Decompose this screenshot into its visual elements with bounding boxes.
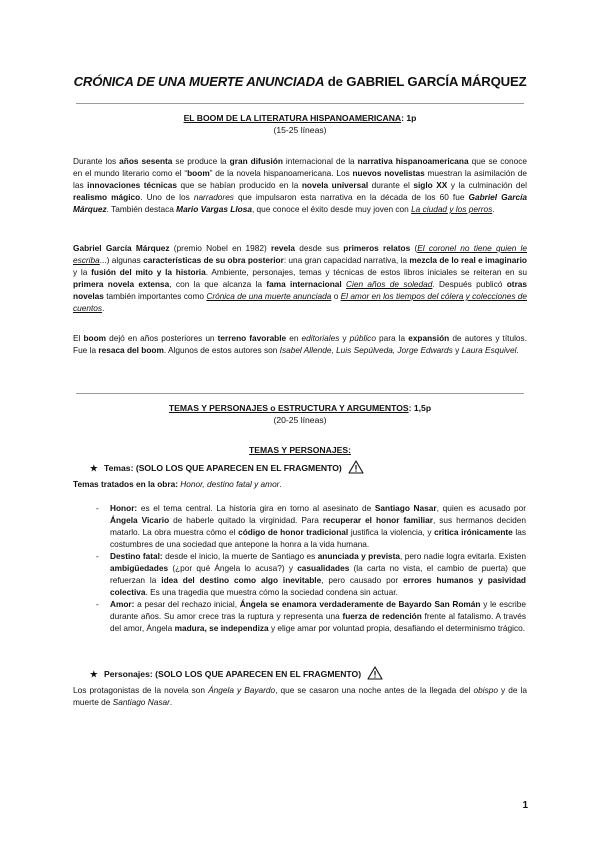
section1-paragraph-1: Durante los años sesenta se produce la gran difusión internacional de la narrativa hispanoamericana que se conoce en el mundo literario como el “boom” de la novela hispanoamericana. Los nuevos novelistas muestran la asimilación de las innovaciones técnicas que se habían producido en la novela universal durante el siglo XX y la culminación del realismo mágico. Uno de los narradores que impulsaron esta narrativa en la década de los 60 fue Gabriel García Márquez. También destaca Mario Vargas Llosa, que conoce el éxito desde muy joven con La ciudad y los perros.: [73, 156, 528, 214]
star-icon: ★: [90, 669, 98, 679]
divider: [76, 103, 524, 104]
section1-paragraph-3: El boom dejó en años posteriores un terreno favorable en editoriales y público para la expansión de autores y títulos. Fue la resaca del boom. Algunos de estos autores son Isabel Allende, Luis Sepúlveda, Jorge Edwards y Laura Esquivel.: [73, 333, 528, 355]
section1-points: : 1p: [401, 113, 417, 123]
divider: [76, 393, 524, 394]
list-item: - Amor: a pesar del rechazo inicial, Ángela se enamora verdaderamente de Bayardo San Román y le escribe durante años. Su amor crece tras la ruptura y representa una fuerza de redención frente al fatalismo. A través del amor, Ángela madura, se independiza y elige amar por voluntad propia, desafiando el determinismo trágico.: [96, 599, 526, 633]
star-icon: ★: [90, 463, 98, 473]
section1-lines: (15-25 líneas): [273, 125, 327, 135]
section2-heading: [40, 402, 560, 426]
tema-destino: Destino fatal: desde el inicio, la muerte de Santiago es anunciada y prevista, pero nadie logra evitarla. Existen ambigüedades (¿por qué Ángela lo acusa?) y casualidades (la carta no vista, el cambio de puerta) que refuerzan la idea del destino como algo inevitable, pero causado por errores humanos y pasividad colectiva. Es una tragedia que muestra cómo la sociedad condena sin actuar.: [110, 551, 526, 597]
page-number: 1: [522, 800, 528, 811]
section2-title: TEMAS Y PERSONAJES o ESTRUCTURA Y ARGUMENTOS: [168, 403, 409, 413]
personajes-label: Personajes: (SOLO LOS QUE APARECEN EN EL FRAGMENTO): [104, 669, 362, 679]
personajes-bullet: [90, 666, 383, 681]
section2-lines: (20-25 líneas): [273, 415, 327, 425]
section1-heading: [40, 112, 560, 136]
temas-label: Temas: (SOLO LOS QUE APARECEN EN EL FRAGMENTO): [104, 463, 342, 473]
section1-title: EL BOOM DE LA LITERATURA HISPANOAMERICANA: [183, 113, 402, 123]
tema-honor: Honor: es el tema central. La historia gira en torno al asesinato de Santiago Nasar, quien es acusado por Ángela Vicario de haberle quitado la virginidad. Para recuperar el honor familiar, sus hermanos deciden matarlo. La obra muestra cómo el código de honor tradicional justifica la violencia, y critica irónicamente las costumbres de una sociedad que antepone la honra a la vida humana.: [110, 503, 527, 549]
warning-icon: [367, 666, 383, 680]
temas-tratados-line: Temas tratados en la obra: Honor, destino fatal y amor.: [73, 479, 282, 489]
list-item: - Destino fatal: desde el inicio, la muerte de Santiago es anunciada y prevista, pero nadie logra evitarla. Existen ambigüedades (¿por qué Ángela lo acusa?) y casualidades (la carta no vista, el cambio de puerta) que refuerzan la idea del destino como algo inevitable, pero causado por errores humanos y pasividad colectiva. Es una tragedia que muestra cómo la sociedad condena sin actuar.: [96, 551, 526, 597]
title-rest: de GABRIEL GARCÍA MÁRQUEZ: [324, 74, 527, 89]
temas-bullet: [90, 460, 364, 475]
tema-amor: Amor: a pesar del rechazo inicial, Ángela se enamora verdaderamente de Bayardo San Román y le escribe durante años. Su amor crece tras la ruptura y representa una fuerza de redención frente al fatalismo. A través del amor, Ángela madura, se independiza y elige amar por voluntad propia, desafiando el determinismo trágico.: [110, 599, 526, 633]
section1-paragraph-2: Gabriel García Márquez (premio Nobel en 1982) revela desde sus primeros relatos (El coronel no tiene quien le escriba...) algunas características de su obra posterior: una gran capacidad narrativa, la mezcla de lo real e imaginario y la fusión del mito y la historia. Ambiente, personajes, temas y técnicas de estos libros iniciales se reiteran en su primera novela extensa, con la que alcanza la fama internacional Cien años de soledad. Después publicó otras novelas también importantes como Crónica de una muerte anunciada o El amor en los tiempos del cólera y colecciones de cuentos.: [73, 243, 528, 313]
warning-icon: [348, 460, 364, 474]
personajes-line: Los protagonistas de la novela son Ángela y Bayardo, que se casaron una noche antes de la llegada del obispo y de la muerte de Santiago Nasar.: [73, 685, 527, 707]
document-title: [20, 74, 580, 89]
section2-points: : 1,5p: [408, 403, 432, 413]
temas-personajes-subheading: TEMAS Y PERSONAJES:: [249, 445, 351, 455]
list-item: - Honor: es el tema central. La historia gira en torno al asesinato de Santiago Nasar, quien es acusado por Ángela Vicario de haberle quitado la virginidad. Para recuperar el honor familiar, sus hermanos deciden matarlo. La obra muestra cómo el código de honor tradicional justifica la violencia, y critica irónicamente las costumbres de una sociedad que antepone la honra a la vida humana.: [96, 503, 527, 549]
title-italic: CRÓNICA DE UNA MUERTE ANUNCIADA: [73, 74, 325, 89]
temas-list: [96, 502, 526, 634]
